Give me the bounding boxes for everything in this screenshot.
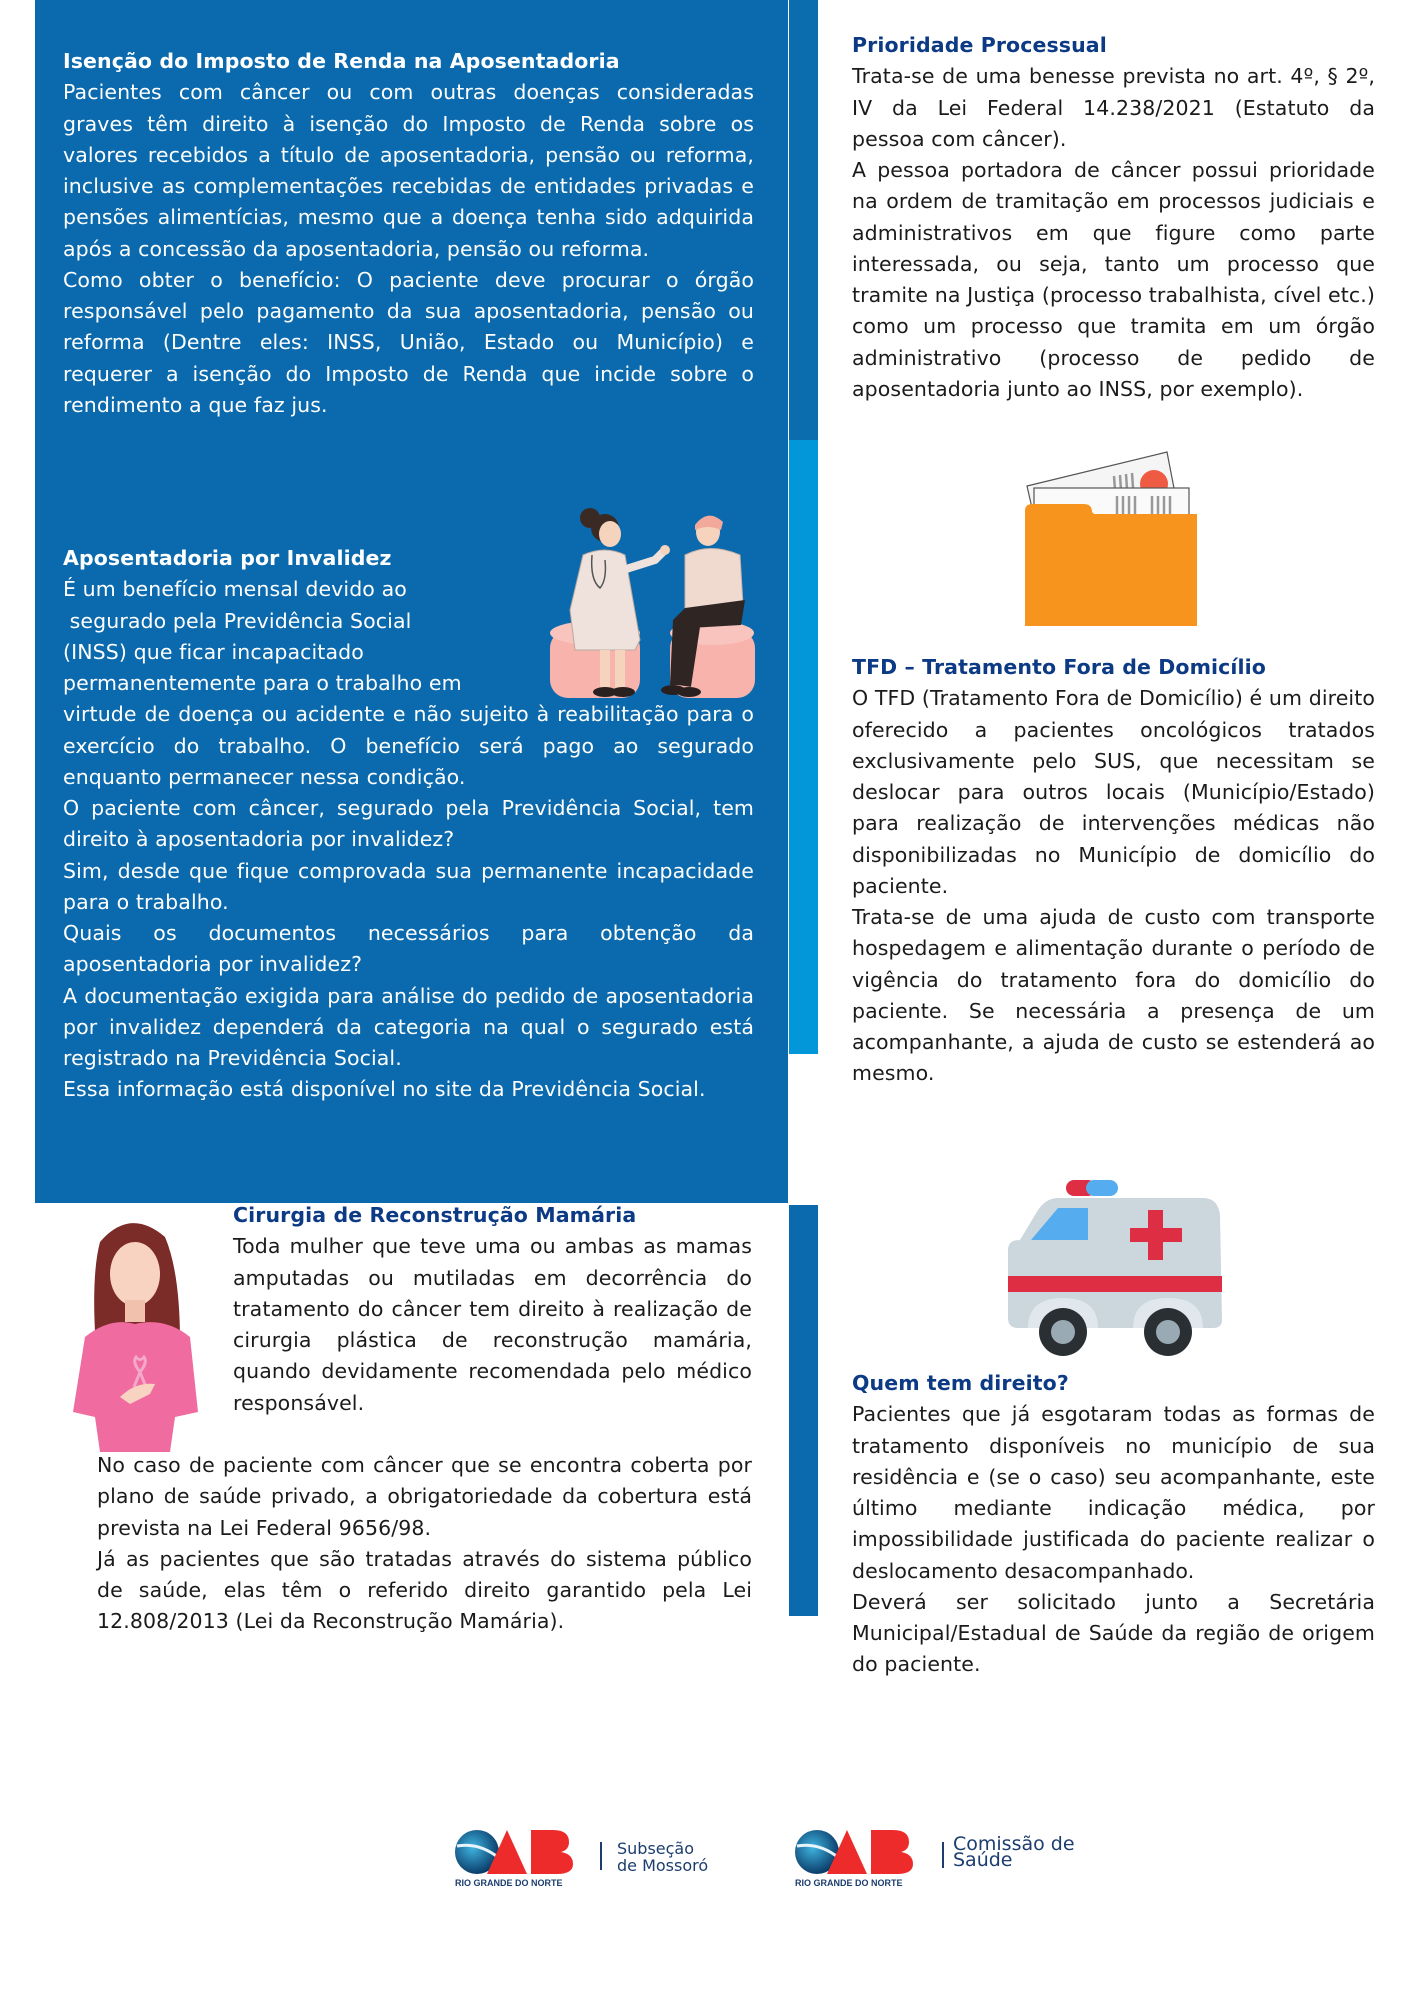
section-title: Cirurgia de Reconstrução Mamária <box>233 1203 637 1227</box>
logo-separator <box>942 1842 944 1868</box>
paragraph: Deverá ser solicitado junto a Secretária Municipal/Estadual de Saúde da região de origem do paciente. <box>852 1589 1375 1677</box>
subtitle-line: Comissão de <box>953 1833 1075 1855</box>
paragraph: Essa informação está disponível no site da Previdência Social. <box>63 1077 706 1102</box>
decorative-strip-dark-lower <box>789 1205 818 1616</box>
paragraph: Pacientes com câncer ou com outras doenças consideradas graves têm direito à isenção do Imposto de Renda sobre os valores recebidos a título de aposentadoria, pensão ou reforma, inclusive as complementações recebidas de entidades privadas e pensões alimentícias, mesmo que a doença tenha sido adquirida após a concessão da aposentadoria, pensão ou reforma. <box>63 80 754 261</box>
subtitle-line: Saúde <box>953 1849 1013 1871</box>
section-prioridade-processual <box>852 30 1375 405</box>
section-quem-tem-direito <box>852 1368 1375 1681</box>
region-caption: RIO GRANDE DO NORTE <box>795 1878 903 1888</box>
paragraph: Já as pacientes que são tratadas através do sistema público de saúde, elas têm o referido direito garantido pela Lei 12.808/2013 (Lei da Reconstrução Mamária). <box>97 1546 752 1634</box>
section-cirurgia-continued <box>97 1450 752 1638</box>
section-isencao-ir <box>63 46 754 421</box>
logo-separator <box>600 1842 602 1870</box>
paragraph: Como obter o benefício: O paciente deve procurar o órgão responsável pelo pagamento da sua aposentadoria, pensão ou reforma (Dentre eles: INSS, União, Estado ou Município) e requerer a isenção do Imposto de Renda que incide sobre o rendimento a que faz jus. <box>63 267 754 417</box>
section-title: Aposentadoria por Invalidez <box>63 546 392 570</box>
ambulance-icon <box>1008 1180 1223 1360</box>
section-cirurgia <box>233 1200 752 1419</box>
doctor-patient-illustration <box>545 500 760 700</box>
paragraph: Pacientes que já esgotaram todas as formas de tratamento disponíveis no município de sua residência e (se o caso) seu acompanhante, este último mediante indicação médica, por impossibilidade justificada do paciente realizar o deslocamento desacompanhado. <box>852 1402 1375 1583</box>
intro-line: É um benefício mensal devido ao <box>63 577 407 602</box>
paragraph: A documentação exigida para análise do pedido de aposentadoria por invalidez dependerá da categoria na qual o segurado está registrado na Previdência Social. <box>63 983 754 1070</box>
paragraph: O paciente com câncer, segurado pela Previdência Social, tem direito à aposentadoria por invalidez? <box>63 796 754 852</box>
logo-subtitle-saude <box>953 1833 1075 1871</box>
paragraph: Toda mulher que teve uma ou ambas as mamas amputadas ou mutiladas em decorrência do tratamento do câncer tem direito à realização de cirurgia plástica de reconstrução mamária, quando devidamente recomendada pelo médico responsável. <box>233 1234 752 1415</box>
subtitle-line: Subseção <box>617 1839 695 1858</box>
intro-line: permanentemente para o trabalho em <box>63 671 462 695</box>
logo-subtitle-mossoro <box>617 1840 708 1874</box>
paragraph: Quais os documentos necessários para obtenção da aposentadoria por invalidez? <box>63 921 754 977</box>
oab-logo-saude <box>793 1828 919 1888</box>
section-title: Prioridade Processual <box>852 33 1107 57</box>
oab-logo-mossoro <box>453 1828 579 1888</box>
decorative-strip-light <box>789 440 818 1054</box>
intro-line: segurado pela Previdência Social <box>63 608 412 633</box>
woman-pink-ribbon-illustration <box>70 1212 210 1462</box>
intro-line: (INSS) que ficar incapacitado <box>63 639 364 664</box>
paragraph: Trata-se de uma benesse prevista no art. 4º, § 2º, IV da Lei Federal 14.238/2021 (Estatuto da pessoa com câncer). <box>852 64 1375 151</box>
paragraph: A pessoa portadora de câncer possui prioridade na ordem de tramitação em processos judiciais e administrativos em que figure como parte interessada, ou seja, tanto um processo que tramite na Justiça (processo trabalhista, cível etc.) como um processo que tramita em um órgão administrativo (processo de pedido de aposentadoria junto ao INSS, por exemplo). <box>852 158 1375 401</box>
section-title: Isenção do Imposto de Renda na Aposentadoria <box>63 49 620 73</box>
section-tfd <box>852 652 1375 1090</box>
paragraph: Sim, desde que fique comprovada sua permanente incapacidade para o trabalho. <box>63 858 754 914</box>
paragraph: O TFD (Tratamento Fora de Domicílio) é um direito oferecido a pacientes oncológicos tratados exclusivamente pelo SUS, que necessitam se deslocar para outros locais (Município/Estado) para realização de intervenções médicas não disponibilizadas no Município de domicílio do paciente. <box>852 686 1375 898</box>
folder-documents-icon <box>1022 446 1202 626</box>
section-title: TFD – Tratamento Fora de Domicílio <box>852 655 1266 679</box>
region-caption: RIO GRANDE DO NORTE <box>455 1878 563 1888</box>
subtitle-line: de Mossoró <box>617 1856 709 1875</box>
paragraph: Trata-se de uma ajuda de custo com transporte hospedagem e alimentação durante o período de vigência do tratamento fora do domicílio do paciente. Se necessária a presença de um acompanhante, a ajuda de custo se estenderá ao mesmo. <box>852 905 1375 1086</box>
paragraph: virtude de doença ou acidente e não sujeito à reabilitação para o exercício do trabalho. O benefício será pago ao segurado enquanto permanecer nessa condição. <box>63 702 754 789</box>
decorative-strip-dark <box>789 0 818 440</box>
paragraph: No caso de paciente com câncer que se encontra coberta por plano de saúde privado, a obrigatoriedade da cobertura está prevista na Lei Federal 9656/98. <box>97 1453 752 1540</box>
section-title: Quem tem direito? <box>852 1371 1069 1395</box>
